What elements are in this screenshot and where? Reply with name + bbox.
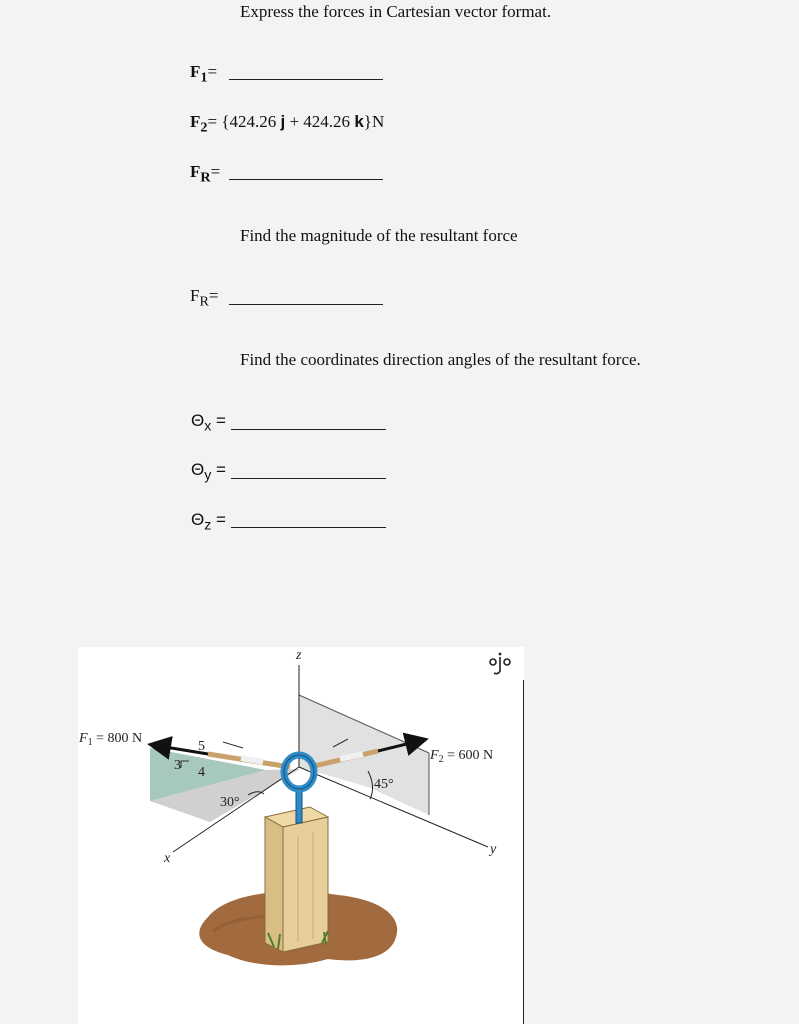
fr-vector-label: $F_R=$ [190, 162, 221, 186]
heading-magnitude: Find the magnitude of the resultant force [240, 226, 518, 245]
f1-label: $F_1=$ [190, 62, 218, 86]
fr-magnitude-label: $F_R=$ [190, 286, 219, 310]
theta-x-answer-blank[interactable] [231, 429, 386, 430]
post-side [283, 817, 328, 952]
triangle-side-5: 5 [198, 739, 205, 754]
theta-y-answer-blank[interactable] [231, 478, 386, 479]
force-diagram-figure [78, 647, 524, 1024]
theta-z-label: $\Theta_z$ = [191, 510, 226, 534]
force-diagram-svg [78, 647, 524, 1024]
theta-z-answer-blank[interactable] [231, 527, 386, 528]
f1-magnitude-label: $F_1 = 800$ N [79, 731, 143, 748]
angle-45-label: 45° [374, 777, 394, 792]
heading-direction-angles: Find the coordinates direction angles of the resultant force. [240, 350, 641, 369]
f2-expression: $F_2= \{424.26$ j + 424.26 k}N [190, 112, 385, 136]
f2-magnitude-label: $F_2 = 600$ N [430, 748, 494, 765]
axis-y-label: y [490, 842, 497, 857]
triangle-side-3: 3 [174, 758, 181, 773]
heading-cartesian: Express the forces in Cartesian vector format. [240, 2, 552, 21]
theta-y-label: $\Theta_y$ = [191, 460, 226, 484]
axis-z-label: z [296, 648, 302, 663]
fr-vector-answer-blank[interactable] [229, 179, 383, 180]
triangle-side-4: 4 [198, 765, 205, 780]
theta-x-label: $\Theta_x$ = [191, 411, 226, 435]
fr-magnitude-answer-blank[interactable] [229, 304, 383, 305]
axis-x-label: x [164, 851, 171, 866]
post-front [265, 817, 283, 952]
f1-answer-blank[interactable] [229, 79, 383, 80]
angle-30-label: 30° [220, 795, 240, 810]
figure-right-border [523, 680, 524, 1024]
chegg-logo-mark [490, 653, 510, 674]
